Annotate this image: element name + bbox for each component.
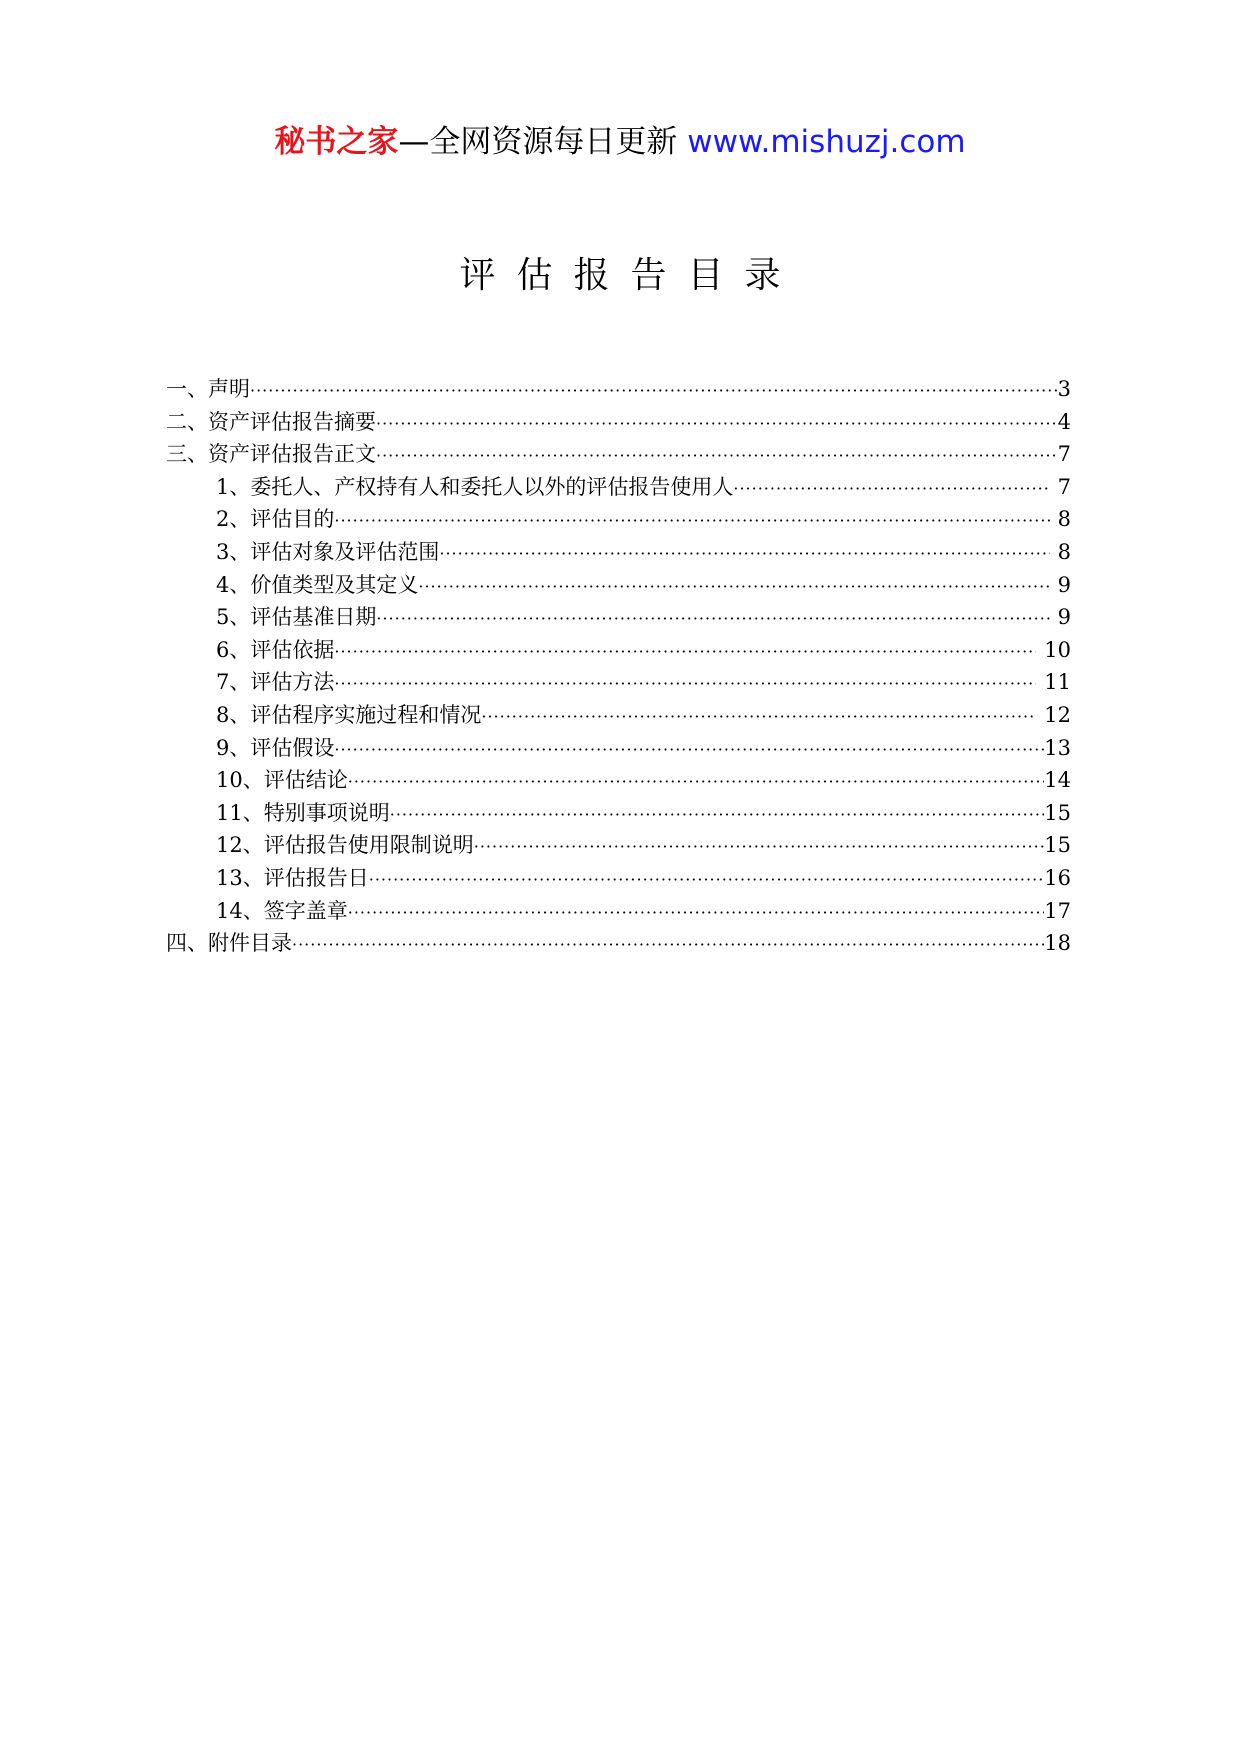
toc-entry[interactable]	[166, 438, 1071, 471]
toc-entry[interactable]	[166, 732, 1071, 765]
toc-page-number: 12	[1044, 702, 1071, 727]
toc-leader-dots	[334, 636, 1036, 669]
toc-entry-label: 三、资产评估报告正文	[166, 442, 376, 467]
toc-leader-dots	[418, 571, 1049, 604]
toc-leader-dots	[334, 505, 1049, 538]
toc-leader-dots	[348, 897, 1045, 930]
toc-leader-dots	[376, 440, 1058, 473]
toc-page-number: 7	[1057, 442, 1071, 467]
toc-page-number: 16	[1044, 865, 1071, 890]
toc-leader-dots	[733, 473, 1049, 506]
toc-leader-dots	[334, 668, 1036, 701]
toc-entry-label: 2、评估目的	[216, 507, 335, 532]
site-banner	[0, 120, 1240, 164]
toc-page-number: 8	[1057, 507, 1071, 532]
toc-leader-dots	[369, 864, 1045, 897]
toc-entry-label: 4、价值类型及其定义	[216, 572, 419, 597]
toc-entry[interactable]	[166, 699, 1071, 732]
toc-page-number: 3	[1057, 377, 1071, 401]
toc-entry-label: 10、评估结论	[216, 768, 348, 793]
toc-entry-label: 3、评估对象及评估范围	[216, 539, 440, 564]
toc-entry[interactable]	[166, 569, 1071, 602]
toc-page-number: 7	[1057, 474, 1071, 499]
toc-page-number: 13	[1044, 735, 1071, 760]
toc-entry[interactable]	[166, 601, 1071, 634]
toc-page-number: 8	[1057, 539, 1071, 564]
toc-entry-label: 12、评估报告使用限制说明	[216, 833, 474, 858]
toc-page-number: 4	[1057, 409, 1071, 434]
toc-leader-dots	[390, 799, 1045, 832]
toc-leader-dots	[376, 603, 1049, 636]
banner-slogan: —全网资源每日更新	[398, 124, 688, 160]
toc-page-number: 15	[1044, 833, 1071, 858]
toc-page-number: 18	[1044, 931, 1071, 956]
toc-entry[interactable]	[166, 829, 1071, 862]
brand-name: 秘书之家	[274, 124, 399, 160]
toc-leader-dots	[376, 408, 1058, 441]
toc-entry-label: 四、附件目录	[166, 931, 292, 956]
toc-leader-dots	[292, 929, 1044, 962]
toc-entry[interactable]	[166, 862, 1071, 895]
toc-entry[interactable]	[166, 764, 1071, 797]
toc-entry-label: 11、特别事项说明	[216, 800, 390, 825]
table-of-contents	[166, 373, 1071, 960]
toc-entry-label: 7、评估方法	[216, 670, 335, 695]
toc-entry-label: 14、签字盖章	[216, 898, 348, 923]
toc-leader-dots	[439, 538, 1049, 571]
toc-page-number: 9	[1057, 572, 1071, 597]
toc-entry-label: 二、资产评估报告摘要	[166, 409, 376, 434]
toc-entry[interactable]	[166, 895, 1071, 928]
toc-entry[interactable]	[166, 536, 1071, 569]
page-title: 评估报告目录	[459, 255, 802, 296]
toc-page-number: 11	[1044, 670, 1071, 695]
toc-leader-dots	[481, 701, 1036, 734]
toc-entry[interactable]	[166, 634, 1071, 667]
toc-entry[interactable]	[166, 373, 1071, 406]
toc-entry[interactable]	[166, 666, 1071, 699]
toc-page-number: 15	[1044, 800, 1071, 825]
toc-entry-label: 5、评估基准日期	[216, 605, 377, 630]
toc-entry[interactable]	[166, 927, 1071, 960]
toc-page-number: 10	[1044, 637, 1071, 662]
toc-entry[interactable]	[166, 406, 1071, 439]
toc-leader-dots	[474, 831, 1045, 864]
toc-leader-dots	[348, 766, 1045, 799]
toc-page-number: 9	[1057, 605, 1071, 630]
toc-entry-label: 1、委托人、产权持有人和委托人以外的评估报告使用人	[216, 474, 734, 499]
toc-page-number: 17	[1044, 898, 1071, 923]
toc-leader-dots	[334, 734, 1044, 767]
toc-entry-label: 8、评估程序实施过程和情况	[216, 702, 482, 727]
toc-entry-label: 9、评估假设	[216, 735, 335, 760]
toc-entry-label: 一、声明	[166, 377, 250, 401]
toc-entry-label: 6、评估依据	[216, 637, 335, 662]
toc-leader-dots	[250, 375, 1058, 408]
toc-entry[interactable]	[166, 797, 1071, 830]
site-url-link[interactable]: www.mishuzj.com	[687, 124, 966, 160]
toc-entry[interactable]	[166, 503, 1071, 536]
toc-entry[interactable]	[166, 471, 1071, 504]
toc-entry-label: 13、评估报告日	[216, 865, 369, 890]
toc-page-number: 14	[1044, 768, 1071, 793]
